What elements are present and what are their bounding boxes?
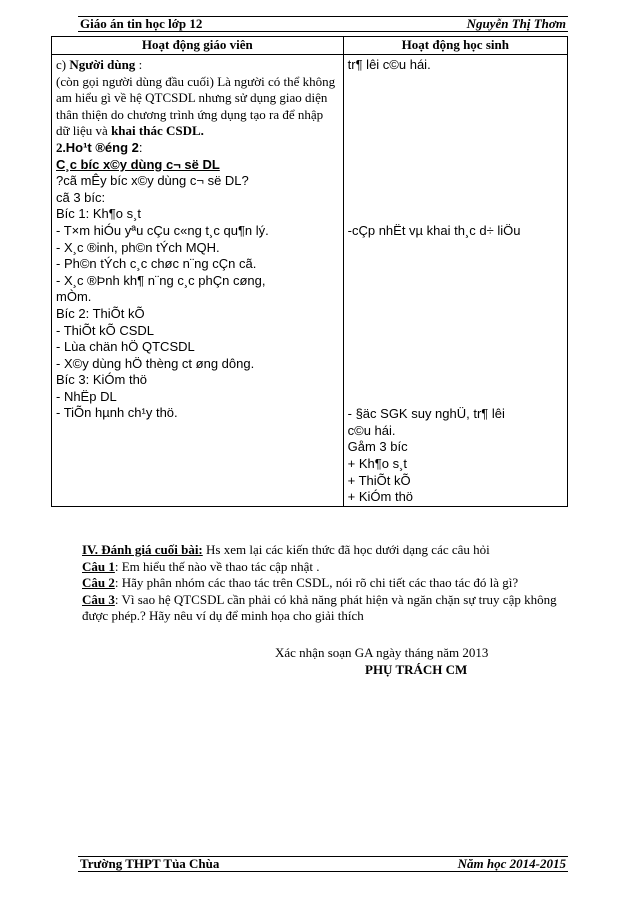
list-item: - NhËp DL	[56, 388, 117, 404]
list-item: Bíc 3: KiÓm thö	[56, 372, 148, 388]
table-row	[52, 55, 568, 507]
question-2-text: : Hãy phân nhóm các thao tác trên CSDL, nói rõ chi tiết các thao tác đó là gì?	[114, 575, 519, 591]
activity-table	[51, 36, 568, 507]
list-item: - T×m hiÓu yªu cÇu c«ng t¸c qu¶n lý.	[56, 222, 269, 238]
list-item: cã 3 bíc:	[56, 189, 106, 205]
list-item: Bíc 2: ThiÕt kÕ	[56, 305, 145, 321]
list-item: ?cã mÊy bíc x©y dùng c¬ së DL?	[56, 173, 249, 189]
student-cell	[343, 55, 567, 507]
question-3-label: Câu 3	[82, 591, 115, 607]
header-left: Giáo án tin học lớp 12	[80, 16, 203, 31]
evaluation-intro-text: Hs xem lại các kiến thức đã học dưới dạng các câu hỏi	[202, 542, 490, 557]
col-teacher-header: Hoạt động giáo viên	[52, 37, 344, 55]
activity-2-label: Ho¹t ®éng 2	[65, 139, 139, 155]
teacher-cell	[52, 55, 344, 507]
col-student-header: Hoạt động học sinh	[343, 37, 567, 55]
question-2-label: Câu 2	[82, 575, 115, 591]
list-item: + Kh¶o s¸t	[347, 455, 408, 471]
activity-2-heading	[56, 140, 339, 157]
list-item: - X¸c ®Þnh kh¶ n¨ng c¸c phÇn cøng,	[56, 272, 266, 288]
table-header-row	[52, 37, 568, 55]
users-term: Người dùng	[69, 57, 136, 72]
list-item: Gåm 3 bíc	[347, 439, 408, 455]
page-footer	[78, 856, 568, 872]
users-paragraph	[56, 57, 339, 74]
question-2	[82, 575, 568, 592]
item-prefix: c)	[56, 57, 70, 72]
users-desc-bold: khai thác CSDL.	[111, 123, 204, 139]
users-colon: :	[135, 57, 143, 72]
question-1	[82, 559, 568, 576]
evaluation-section	[82, 542, 568, 625]
list-item: - Lùa chän hÖ QTCSDL	[56, 339, 195, 355]
activity-2-number: 2.	[56, 139, 66, 155]
question-1-text: : Em hiểu thế nào về thao tác cập nhật .	[114, 558, 320, 574]
list-item: + ThiÕt kÕ	[347, 472, 411, 488]
footer-left: Trường THPT Tủa Chùa	[80, 856, 220, 871]
spacer	[348, 239, 563, 406]
footer-right: Năm học 2014-2015	[457, 856, 566, 871]
users-description	[56, 74, 339, 140]
activity-2-title: C¸c bíc x©y dùng c¬ së DL	[56, 156, 220, 172]
list-item: - X¸c ®inh, ph©n tÝch MQH.	[56, 239, 220, 255]
student-answer-1: tr¶ lêi c©u hái.	[347, 57, 431, 72]
page-header	[78, 16, 568, 32]
list-item: mÒm.	[56, 289, 92, 305]
users-desc-text: (còn gọi người dùng đầu cuối) Là người có thể không am hiểu gì về hệ QTCSDL nhưng sử dụng giao diện thân thiện do chương trình ứng dụng tạo ra để nhập dữ liệu và	[56, 73, 336, 139]
evaluation-intro	[82, 542, 568, 559]
list-item: - TiÕn hµnh ch¹y thö.	[56, 405, 178, 421]
list-item: - §äc SGK suy nghÜ, tr¶ lêi	[347, 406, 505, 422]
confirmation-line: Xác nhận soạn GA ngày tháng năm 2013	[275, 645, 489, 660]
list-item: - ThiÕt kÕ CSDL	[56, 322, 155, 338]
evaluation-title: IV. Đánh giá cuối bài:	[82, 542, 203, 557]
steps-list	[56, 173, 339, 422]
list-item: Bíc 1: Kh¶o s¸t	[56, 206, 142, 222]
question-3-text: : Vì sao hệ QTCSDL cần phải có khả năng phát hiện và ngăn chặn sự truy cập không được phép.? Hãy nêu ví dụ để minh họa cho giải thích	[82, 591, 557, 624]
student-answer-3	[348, 406, 563, 506]
question-3	[82, 592, 568, 625]
question-1-label: Câu 1	[82, 558, 115, 574]
student-answer-2: -cÇp nhËt vµ khai th¸c d÷ liÖu	[347, 222, 521, 238]
list-item: - Ph©n tÝch c¸c chøc n¨ng cÇn cã.	[56, 256, 257, 272]
signature-title: PHỤ TRÁCH CM	[365, 662, 468, 677]
activity-2-colon: :	[138, 139, 143, 155]
list-item: - X©y dùng hÖ thèng ct øng dông.	[56, 355, 255, 371]
list-item: + KiÓm thö	[347, 489, 414, 505]
header-right: Nguyễn Thị Thơm	[466, 16, 566, 31]
list-item: c©u hái.	[347, 422, 396, 438]
spacer	[348, 74, 563, 223]
